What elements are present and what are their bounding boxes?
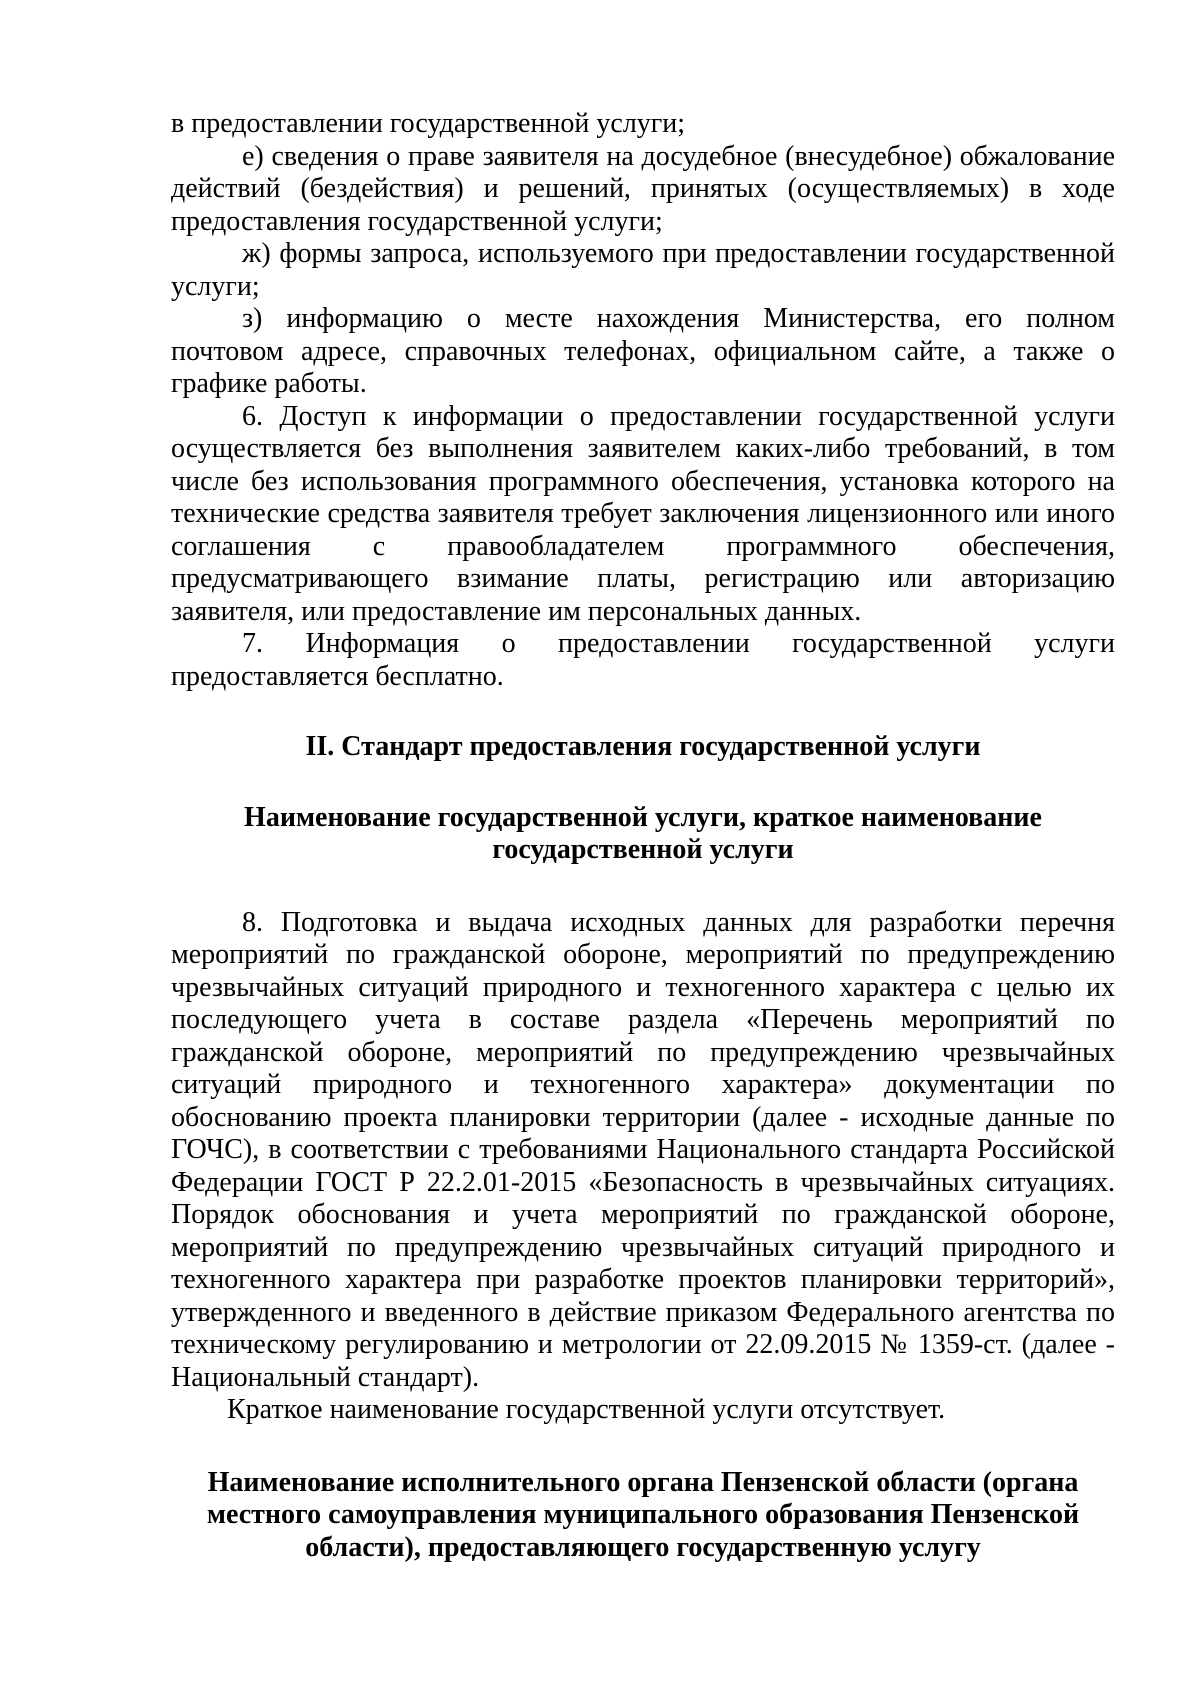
paragraph-8: 8. Подготовка и выдача исходных данных для разработки перечня мероприятий по гражданской обороне, мероприятий по предупреждению чрезвычайных ситуаций природного и техногенного характера с целью их последующего учета в составе раздела «Перечень мероприятий по гражданской обороне, мероприятий по предупреждению чрезвычайных ситуаций природного и техногенного характера» документации по обоснованию проекта планировки территории (далее - исходные данные по ГОЧС), в соответствии с требованиями Национального стандарта Российской Федерации ГОСТ Р 22.2.01-2015 «Безопасность в чрезвычайных ситуациях. Порядок обоснования и учета мероприятий по гражданской обороне, мероприятий по предупреждению чрезвычайных ситуаций природного и техногенного характера при разработке проектов планировки территорий», утвержденного и введенного в действие приказом Федерального агентства по техническому регулированию и метрологии от 22.09.2015 № 1359-ст. (далее - Национальный стандарт). bbox=[171, 906, 1115, 1393]
short-name-note: Краткое наименование государственной услуги отсутствует. bbox=[227, 1394, 946, 1425]
paragraph-item-z: з) информацию о месте нахождения Министерства, его полном почтовом адресе, справочных телефонах, официальном сайте, а также о графике работы. bbox=[171, 303, 1115, 399]
section-title: II. Стандарт предоставления государственной услуги bbox=[305, 731, 981, 762]
spacer bbox=[171, 1427, 1115, 1467]
spacer bbox=[171, 693, 1115, 731]
paragraph-continuation: в предоставлении государственной услуги; bbox=[171, 108, 686, 139]
paragraph-item-e: е) сведения о праве заявителя на досудебное (внесудебное) обжалование действий (бездействия) и решений, принятых (осуществляемых) в ходе предоставления государственной услуги; bbox=[171, 140, 1115, 237]
page-content bbox=[171, 108, 1115, 1564]
paragraph-6: 6. Доступ к информации о предоставлении государственной услуги осуществляется без выполнения заявителем каких-либо требований, в том числе без использования программного обеспечения, установка которого на технические средства заявителя требует заключения лицензионного или иного соглашения с правообладателем программного обеспечения, предусматривающего взимание платы, регистрацию или авторизацию заявителя, или предоставление им персональных данных. bbox=[171, 400, 1115, 627]
spacer bbox=[171, 764, 1115, 802]
paragraph-7: 7. Информация о предоставлении государственной услуги предоставляется бесплатно. bbox=[171, 628, 1115, 692]
spacer bbox=[171, 867, 1115, 907]
paragraph-item-zh: ж) формы запроса, используемого при предоставлении государственной услуги; bbox=[171, 238, 1115, 302]
subsection-title-service-name: Наименование государственной услуги, краткое наименование государственной услуги bbox=[244, 801, 1042, 865]
subsection-title-executive-body: Наименование исполнительного органа Пензенской области (органа местного самоуправления муниципального образования Пензенской области), предоставляющего государственную услугу bbox=[206, 1466, 1080, 1563]
